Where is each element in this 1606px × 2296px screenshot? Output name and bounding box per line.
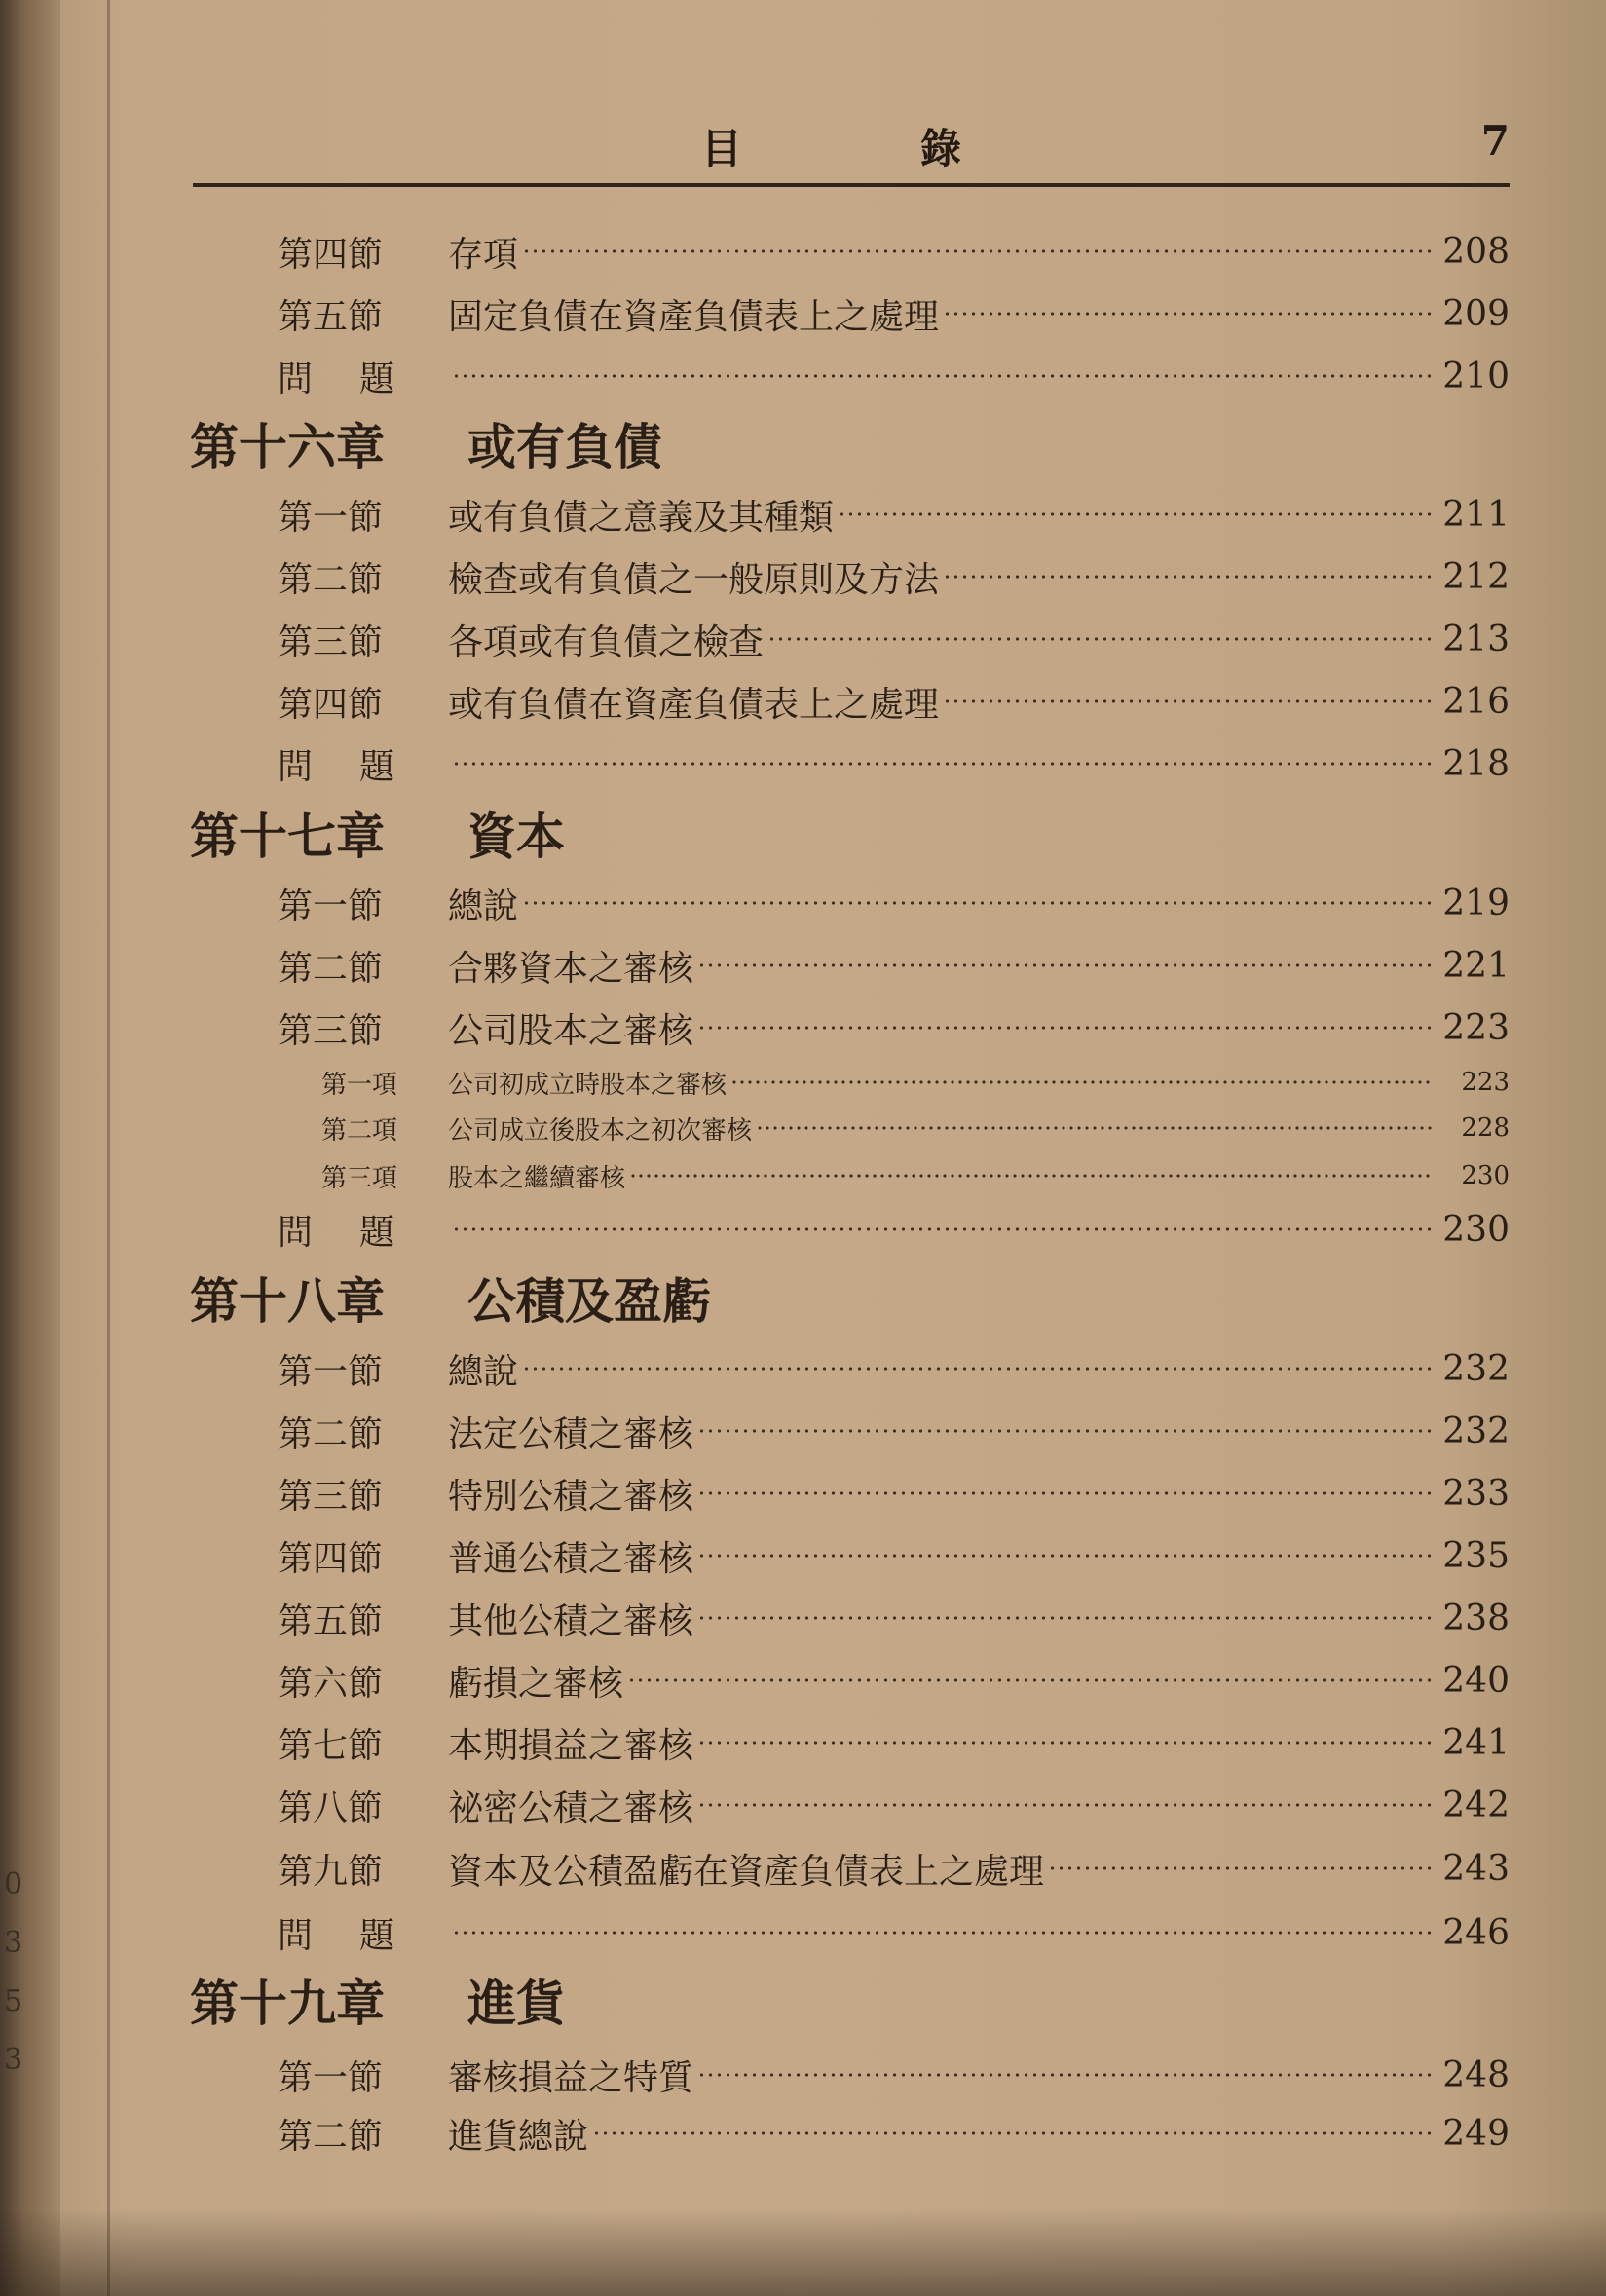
toc-chapter-label: 第十六章 bbox=[190, 418, 385, 475]
toc-item-title: 股本之繼續審核 bbox=[448, 1163, 626, 1193]
dot-leader bbox=[697, 963, 1432, 967]
toc-page-number: 248 bbox=[1442, 2054, 1510, 2095]
toc-section-label: 第一節 bbox=[278, 2057, 384, 2098]
toc-chapter-title: 進貨 bbox=[467, 1975, 565, 2032]
toc-section-row bbox=[278, 2051, 1510, 2099]
toc-section-row bbox=[278, 289, 1510, 338]
dot-leader bbox=[1048, 1866, 1432, 1870]
dot-leader bbox=[943, 575, 1432, 579]
dot-leader bbox=[592, 2131, 1432, 2135]
toc-section-label: 第四節 bbox=[278, 1538, 384, 1579]
toc-page-number: 240 bbox=[1442, 1660, 1510, 1701]
dot-leader bbox=[522, 901, 1432, 905]
dot-leader bbox=[756, 1126, 1432, 1130]
toc-chapter-row bbox=[190, 409, 1164, 477]
toc-section-row bbox=[278, 1594, 1510, 1642]
toc-problem-row bbox=[278, 1908, 1510, 1957]
toc-section-title: 進貨總說 bbox=[448, 2116, 589, 2157]
toc-section-label: 第一節 bbox=[278, 885, 384, 926]
toc-item-row bbox=[321, 1065, 1510, 1100]
toc-page-number: 238 bbox=[1442, 1598, 1510, 1638]
toc-page-number: 230 bbox=[1461, 1161, 1510, 1190]
toc-section-row bbox=[278, 552, 1510, 601]
toc-section-label: 第三節 bbox=[278, 1476, 384, 1517]
toc-section-title: 祕密公積之審核 bbox=[448, 1788, 694, 1828]
toc-chapter-row bbox=[190, 1966, 1164, 2034]
toc-section-row bbox=[278, 227, 1510, 276]
dot-leader bbox=[697, 1429, 1432, 1433]
toc-item-label: 第二項 bbox=[321, 1115, 398, 1146]
toc-section-title: 合夥資本之審核 bbox=[448, 948, 694, 989]
toc-section-title: 虧損之審核 bbox=[448, 1663, 624, 1704]
dot-leader bbox=[452, 762, 1432, 766]
toc-section-row bbox=[278, 941, 1510, 990]
toc-section-label: 第二節 bbox=[278, 1413, 384, 1454]
margin-digit: 5 bbox=[4, 1984, 23, 2018]
toc-item-title: 公司初成立時股本之審核 bbox=[448, 1070, 728, 1100]
toc-problem-row bbox=[278, 739, 1510, 788]
margin-digit: 0 bbox=[4, 1867, 23, 1901]
toc-section-title: 總說 bbox=[448, 1351, 519, 1392]
toc-section-title: 資本及公積盈虧在資產負債表上之處理 bbox=[448, 1851, 1045, 1892]
dot-leader bbox=[452, 1931, 1432, 1935]
toc-section-row bbox=[278, 1844, 1510, 1893]
dot-leader bbox=[697, 1491, 1432, 1495]
toc-item-title: 公司成立後股本之初次審核 bbox=[448, 1115, 753, 1146]
toc-problem-label: 問題 bbox=[278, 746, 442, 787]
page-number: 7 bbox=[1480, 117, 1510, 165]
toc-section-row bbox=[278, 1344, 1510, 1393]
toc-section-row bbox=[278, 1718, 1510, 1767]
toc-section-row bbox=[278, 490, 1510, 539]
toc-page-number: 242 bbox=[1442, 1785, 1510, 1826]
toc-section-row bbox=[278, 1469, 1510, 1518]
dot-leader bbox=[697, 1741, 1432, 1745]
toc-page-number: 209 bbox=[1442, 293, 1510, 334]
toc-page-number: 228 bbox=[1461, 1113, 1510, 1143]
toc-page-number: 235 bbox=[1442, 1535, 1510, 1576]
dot-leader bbox=[838, 512, 1432, 516]
toc-page-number: 213 bbox=[1442, 619, 1510, 659]
toc-page-number: 216 bbox=[1442, 681, 1510, 722]
toc-page-number: 223 bbox=[1442, 1007, 1510, 1048]
toc-section-title: 本期損益之審核 bbox=[448, 1725, 694, 1766]
toc-problem-label: 問題 bbox=[278, 1212, 442, 1253]
toc-section-title: 公司股本之審核 bbox=[448, 1010, 694, 1051]
header-title-lu: 錄 bbox=[920, 125, 962, 172]
toc-section-row bbox=[278, 677, 1510, 726]
toc-section-title: 總說 bbox=[448, 885, 519, 926]
toc-page-number: 232 bbox=[1442, 1411, 1510, 1451]
toc-section-row bbox=[278, 1656, 1510, 1705]
toc-section-title: 或有負債之意義及其種類 bbox=[448, 497, 835, 538]
header-title-mu: 目 bbox=[701, 125, 743, 172]
toc-problem-label: 問題 bbox=[278, 358, 442, 399]
toc-page-number: 246 bbox=[1442, 1912, 1510, 1953]
toc-page-number: 249 bbox=[1442, 2113, 1510, 2154]
toc-problem-row bbox=[278, 1205, 1510, 1254]
toc-page-number: 221 bbox=[1442, 945, 1510, 986]
dot-leader bbox=[697, 1616, 1432, 1620]
toc-section-label: 第三節 bbox=[278, 621, 384, 662]
toc-page-number: 233 bbox=[1442, 1473, 1510, 1514]
toc-section-label: 第九節 bbox=[278, 1851, 384, 1892]
toc-section-title: 普通公積之審核 bbox=[448, 1538, 694, 1579]
toc-chapter-title: 或有負債 bbox=[467, 418, 662, 475]
toc-section-label: 第四節 bbox=[278, 684, 384, 725]
toc-section-row bbox=[278, 1781, 1510, 1829]
toc-problem-row bbox=[278, 352, 1510, 400]
toc-chapter-label: 第十九章 bbox=[190, 1975, 385, 2032]
toc-section-title: 或有負債在資產負債表上之處理 bbox=[448, 684, 940, 725]
toc-section-label: 第二節 bbox=[278, 559, 384, 600]
toc-section-label: 第六節 bbox=[278, 1663, 384, 1704]
toc-section-row bbox=[278, 1407, 1510, 1455]
toc-section-label: 第七節 bbox=[278, 1725, 384, 1766]
toc-page-number: 223 bbox=[1461, 1068, 1510, 1097]
toc-page-number: 243 bbox=[1442, 1848, 1510, 1889]
dot-leader bbox=[697, 2073, 1432, 2077]
toc-section-title: 其他公積之審核 bbox=[448, 1600, 694, 1641]
toc-chapter-row bbox=[190, 799, 1164, 867]
toc-section-title: 固定負債在資產負債表上之處理 bbox=[448, 296, 940, 337]
toc-section-label: 第一節 bbox=[278, 497, 384, 538]
toc-chapter-title: 資本 bbox=[467, 808, 565, 865]
toc-item-row bbox=[321, 1110, 1510, 1146]
toc-section-label: 第五節 bbox=[278, 1600, 384, 1641]
toc-page-number: 230 bbox=[1442, 1209, 1510, 1250]
toc-item-row bbox=[321, 1158, 1510, 1193]
toc-section-label: 第二節 bbox=[278, 2116, 384, 2157]
toc-section-row bbox=[278, 2109, 1510, 2158]
dot-leader bbox=[697, 1554, 1432, 1558]
toc-section-title: 特別公積之審核 bbox=[448, 1476, 694, 1517]
toc-chapter-label: 第十八章 bbox=[190, 1272, 385, 1330]
toc-section-title: 各項或有負債之檢查 bbox=[448, 621, 765, 662]
toc-section-row bbox=[278, 1003, 1510, 1052]
toc-page-number: 211 bbox=[1442, 494, 1510, 535]
dot-leader bbox=[697, 1026, 1432, 1030]
dot-leader bbox=[629, 1174, 1432, 1178]
toc-section-title: 存項 bbox=[448, 234, 519, 275]
dot-leader bbox=[697, 1803, 1432, 1807]
margin-digit: 3 bbox=[4, 1926, 23, 1960]
dot-leader bbox=[943, 312, 1432, 316]
dot-leader bbox=[627, 1678, 1432, 1682]
dot-leader bbox=[522, 249, 1432, 253]
toc-item-label: 第一項 bbox=[321, 1070, 398, 1100]
dot-leader bbox=[522, 1367, 1432, 1371]
toc-section-label: 第二節 bbox=[278, 948, 384, 989]
toc-section-label: 第五節 bbox=[278, 296, 384, 337]
toc-page-number: 241 bbox=[1442, 1722, 1510, 1763]
toc-section-label: 第三節 bbox=[278, 1010, 384, 1051]
dot-leader bbox=[452, 1227, 1432, 1231]
toc-chapter-title: 公積及盈虧 bbox=[467, 1272, 711, 1330]
toc-page-number: 212 bbox=[1442, 556, 1510, 597]
dot-leader bbox=[452, 374, 1432, 378]
dot-leader bbox=[767, 637, 1432, 641]
toc-section-label: 第四節 bbox=[278, 234, 384, 275]
toc-page-number: 208 bbox=[1442, 231, 1510, 272]
dot-leader bbox=[730, 1080, 1432, 1084]
toc-section-row bbox=[278, 879, 1510, 927]
toc-section-title: 法定公積之審核 bbox=[448, 1413, 694, 1454]
dot-leader bbox=[943, 699, 1432, 703]
toc-page-number: 219 bbox=[1442, 883, 1510, 923]
margin-digit: 3 bbox=[4, 2043, 23, 2077]
toc-page-number: 210 bbox=[1442, 356, 1510, 396]
toc-item-label: 第三項 bbox=[321, 1163, 398, 1193]
toc-page-number: 232 bbox=[1442, 1348, 1510, 1389]
toc-section-title: 檢查或有負債之一般原則及方法 bbox=[448, 559, 940, 600]
toc-section-row bbox=[278, 615, 1510, 663]
toc-section-label: 第八節 bbox=[278, 1788, 384, 1828]
toc-chapter-label: 第十七章 bbox=[190, 808, 385, 865]
toc-page-number: 218 bbox=[1442, 743, 1510, 784]
toc-section-label: 第一節 bbox=[278, 1351, 384, 1392]
toc-section-row bbox=[278, 1531, 1510, 1580]
toc-chapter-row bbox=[190, 1263, 1164, 1332]
toc-section-title: 審核損益之特質 bbox=[448, 2057, 694, 2098]
scan-shadow bbox=[0, 2208, 1606, 2296]
toc-problem-label: 問題 bbox=[278, 1915, 442, 1956]
